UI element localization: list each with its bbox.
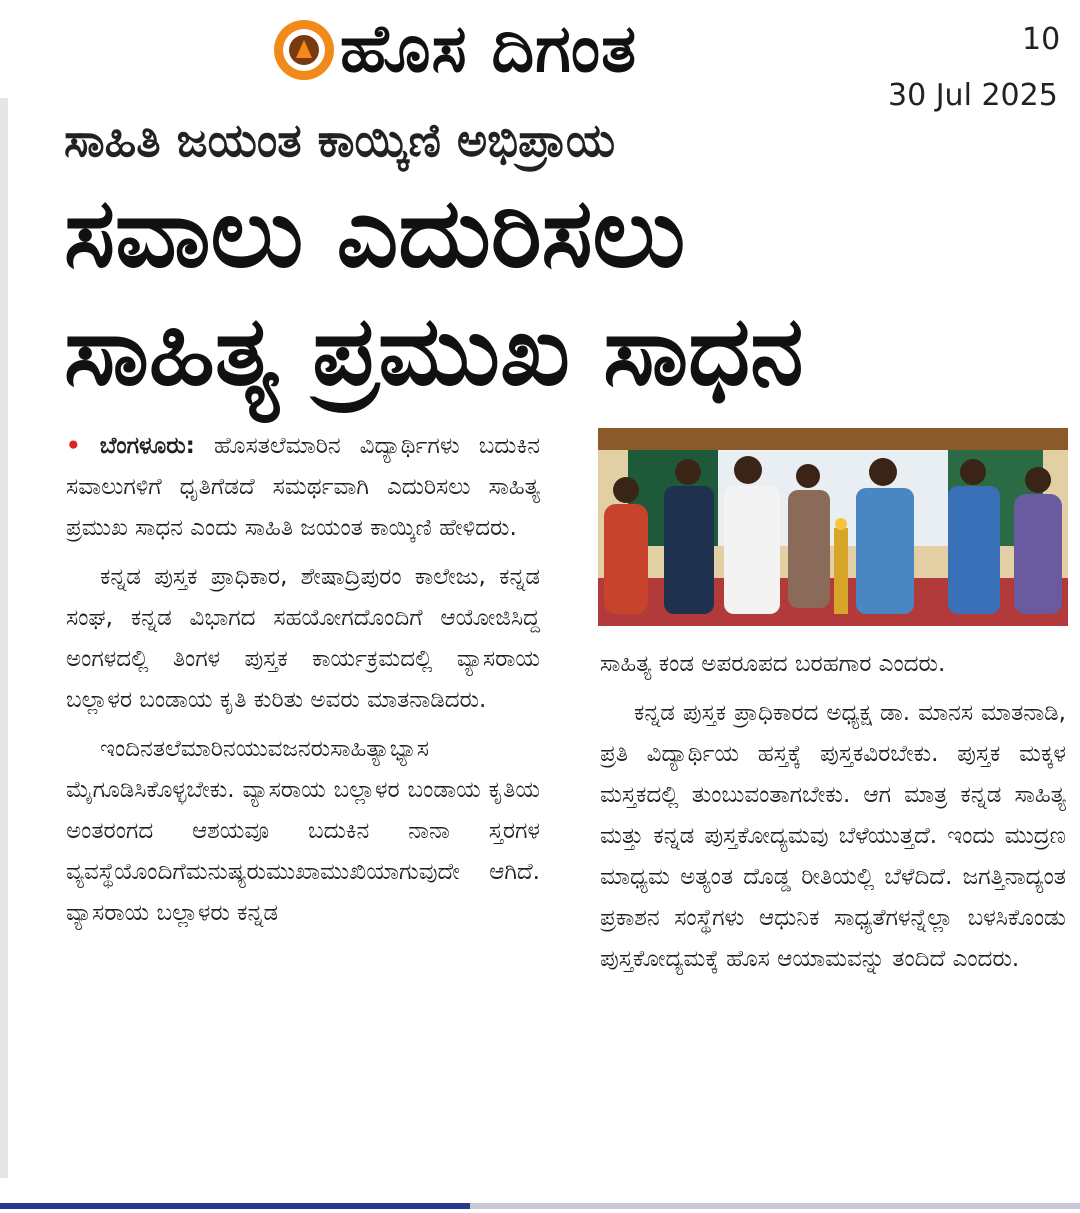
- article-paragraph-5: ಕನ್ನಡ ಪುಸ್ತಕ ಪ್ರಾಧಿಕಾರದ ಅಧ್ಯಕ್ಷ ಡಾ. ಮಾನಸ ಮಾತನಾಡಿ, ಪ್ರತಿ ವಿದ್ಯಾರ್ಥಿಯ ಹಸ್ತಕ್ಕೆ ಪುಸ್ತಕವಿರಬೇಕು. ಪುಸ್ತಕ ಮಕ್ಕಳ ಮಸ್ತಕದಲ್ಲಿ ತುಂಬುವಂತಾಗಬೇಕು. ಆಗ ಮಾತ್ರ ಕನ್ನಡ ಸಾಹಿತ್ಯ ಮತ್ತು ಕನ್ನಡ ಪುಸ್ತಕೋದ್ಯಮವು ಬೆಳೆಯುತ್ತದೆ. ಇಂದು ಮುದ್ರಣ ಮಾಧ್ಯಮ ಅತ್ಯಂತ ದೊಡ್ಡ ರೀತಿಯಲ್ಲಿ ಬೆಳೆದಿದೆ. ಜಗತ್ತಿನಾದ್ಯಂತ ಪ್ರಕಾಶನ ಸಂಸ್ಥೆಗಳು ಆಧುನಿಕ ಸಾಧ್ಯತೆಗಳನ್ನೆಲ್ಲಾ ಬಳಸಿಕೊಂಡು ಪುಸ್ತಕೋದ್ಯಮಕ್ಕೆ ಹೊಸ ಆಯಾಮವನ್ನು ತಂದಿದೆ ಎಂದರು.: [600, 700, 1066, 972]
- article-paragraph-2: ಕನ್ನಡ ಪುಸ್ತಕ ಪ್ರಾಧಿಕಾರ, ಶೇಷಾದ್ರಿಪುರಂ ಕಾಲೇಜು, ಕನ್ನಡ ಸಂಘ, ಕನ್ನಡ ವಿಭಾಗದ ಸಹಯೋಗದೊಂದಿಗೆ ಆಯೋಜಿಸಿದ್ದ ಅಂಗಳದಲ್ಲಿ ತಿಂಗಳ ಪುಸ್ತಕ ಕಾರ್ಯಕ್ರಮದಲ್ಲಿ ವ್ಯಾಸರಾಯ ಬಲ್ಲಾಳರ ಬಂಡಾಯ ಕೃತಿ ಕುರಿತು ಅವರು ಮಾತನಾಡಿದರು.: [66, 564, 540, 713]
- headline-line-1: ಸವಾಲು ಎದುರಿಸಲು: [64, 177, 686, 289]
- event-photo: [598, 428, 1068, 626]
- bottom-border-rule: [0, 1198, 1080, 1213]
- paragraph-text: ಹೊಸತಲೆಮಾರಿನ ವಿದ್ಯಾರ್ಥಿಗಳು ಬದುಕಿನ ಸವಾಲುಗಳಿಗೆ ಧೃತಿಗೆಡದೆ ಸಮರ್ಥವಾಗಿ ಎದುರಿಸಲು ಸಾಹಿತ್ಯ ಪ್ರಮುಖ ಸಾಧನ ಎಂದು ಸಾಹಿತಿ ಜಯಂತ ಕಾಯ್ಕಿಣಿ ಹೇಳಿದರು.: [66, 433, 541, 541]
- page-number: 10: [1022, 22, 1061, 57]
- article-paragraph-4: ಸಾಹಿತ್ಯ ಕಂಡ ಅಪರೂಪದ ಬರಹಗಾರ ಎಂದರು.: [600, 651, 946, 677]
- newspaper-logo-icon: [272, 18, 336, 82]
- headline-line-2: ಸಾಹಿತ್ಯ ಪ್ರಮುಖ ಸಾಧನ: [64, 295, 804, 407]
- article-column-right: [600, 644, 1066, 988]
- masthead: [0, 0, 1080, 113]
- newspaper-name: ಹೊಸ ದಿಗಂತ: [340, 10, 638, 87]
- bullet-icon: •: [66, 433, 81, 459]
- article-paragraph-3: ಇಂದಿನತಲೆಮಾರಿನಯುವಜನರುಸಾಹಿತ್ಯಾಭ್ಯಾಸ ಮೈಗೂಡಿಸಿಕೊಳ್ಳಬೇಕು. ವ್ಯಾಸರಾಯ ಬಲ್ಲಾಳರ ಬಂಡಾಯ ಕೃತಿಯ ಅಂತರಂಗದ ಆಶಯವೂ ಬದುಕಿನ ನಾನಾ ಸ್ತರಗಳ ವ್ಯವಸ್ಥೆಯೊಂದಿಗೆಮನುಷ್ಯರುಮುಖಾಮುಖಿಯಾಗುವುದೇ ಆಗಿದೆ. ವ್ಯಾಸರಾಯ ಬಲ್ಲಾಳರು ಕನ್ನಡ: [66, 736, 540, 926]
- article-column-left: [66, 426, 540, 942]
- dateline: ಬೆಂಗಳೂರು:: [99, 433, 195, 459]
- article-kicker: ಸಾಹಿತಿ ಜಯಂತ ಕಾಯ್ಕಿಣಿ ಅಭಿಪ್ರಾಯ: [64, 113, 616, 167]
- issue-date: 30 Jul 2025: [888, 78, 1058, 113]
- page-margin-rule: [0, 98, 8, 1178]
- article-paragraph-1: [66, 426, 540, 549]
